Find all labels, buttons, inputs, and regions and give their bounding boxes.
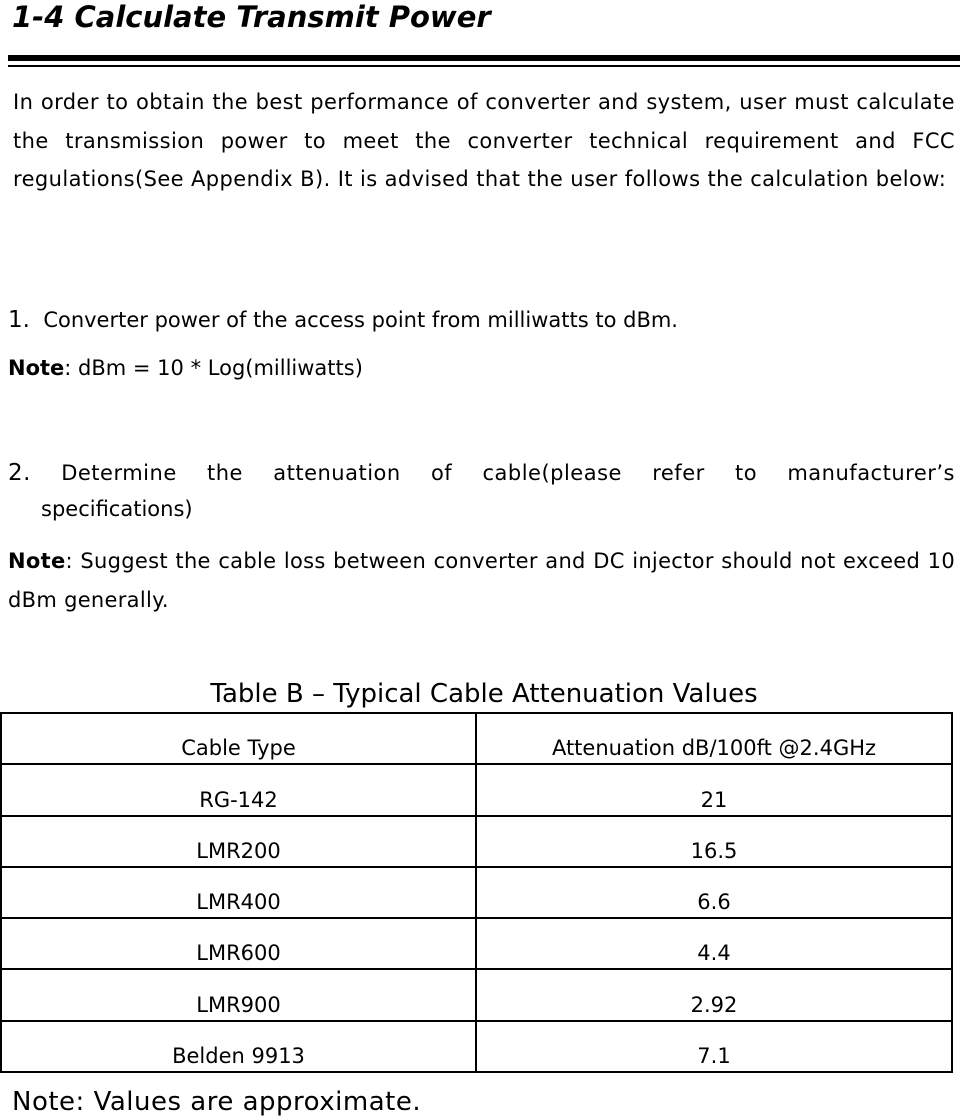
cell-cable-type: LMR900 — [1, 969, 476, 1020]
note-2 — [8, 542, 955, 620]
table-row — [1, 816, 952, 867]
cable-attenuation-table — [0, 712, 953, 1073]
cell-cable-type: RG-142 — [1, 764, 476, 815]
cell-attenuation: 2.92 — [476, 969, 952, 1020]
cell-attenuation: 21 — [476, 764, 952, 815]
note-2-label: Note — [8, 549, 66, 573]
step-1-number: 1. — [8, 307, 30, 333]
note-1 — [8, 350, 363, 386]
step-2-number: 2. — [8, 460, 31, 486]
note-1-text: : dBm = 10 * Log(milliwatts) — [64, 356, 363, 380]
step-2-text-line-1: Determine the attenuation of cable(please refer to manufacturer’s — [61, 461, 955, 485]
table-row — [1, 764, 952, 815]
table-footnote: Note: Values are approximate. — [12, 1087, 422, 1117]
header-attenuation: Attenuation dB/100ft @2.4GHz — [476, 713, 952, 764]
step-1 — [8, 302, 678, 338]
cell-attenuation: 6.6 — [476, 867, 952, 918]
header-cable-type: Cable Type — [1, 713, 476, 764]
intro-paragraph: In order to obtain the best performance of converter and system, user must calculate the transmission power to meet the converter technical requirement and FCC regulations(See Appendix B). It is advised that the user follows the calculation below: — [13, 90, 955, 191]
cell-cable-type: LMR600 — [1, 918, 476, 969]
heading-rule-thin — [8, 65, 960, 67]
cell-cable-type: LMR400 — [1, 867, 476, 918]
step-2 — [8, 455, 955, 527]
section-heading: 1-4 Calculate Transmit Power — [12, 0, 491, 34]
cell-attenuation: 16.5 — [476, 816, 952, 867]
cell-cable-type: LMR200 — [1, 816, 476, 867]
table-row — [1, 969, 952, 1020]
cell-attenuation: 4.4 — [476, 918, 952, 969]
table-row — [1, 918, 952, 969]
step-2-line-1 — [8, 455, 955, 491]
table-caption: Table B – Typical Cable Attenuation Values — [210, 679, 758, 709]
heading-rule-thick — [8, 55, 960, 61]
cell-cable-type: Belden 9913 — [1, 1021, 476, 1072]
note-2-text: : Suggest the cable loss between converter and DC injector should not exceed 10 dBm generally. — [8, 549, 955, 612]
step-1-text: Converter power of the access point from milliwatts to dBm. — [43, 308, 678, 332]
table-row — [1, 867, 952, 918]
cell-attenuation: 7.1 — [476, 1021, 952, 1072]
note-1-label: Note — [8, 356, 65, 380]
table-row — [1, 1021, 952, 1072]
table-header-row — [1, 713, 952, 764]
step-2-text-line-2: specifications) — [41, 497, 193, 521]
